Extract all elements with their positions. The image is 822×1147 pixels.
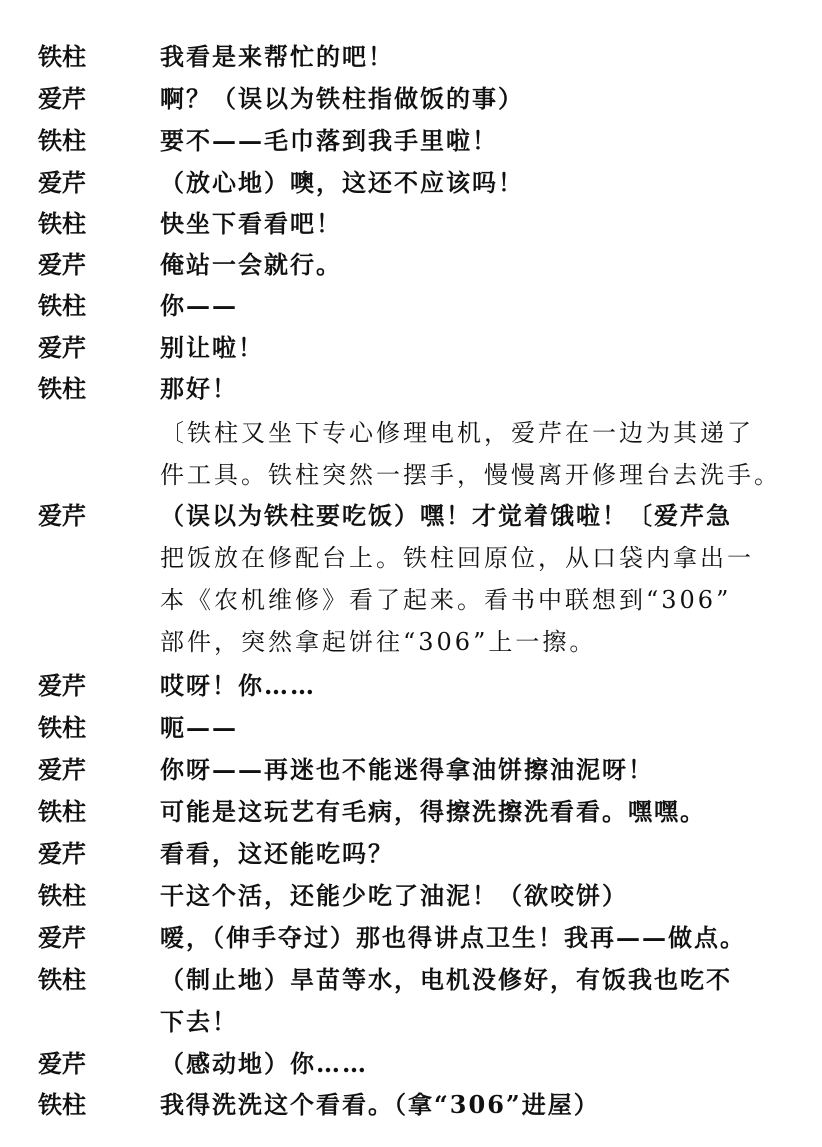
speaker-name: 铁柱 [38,126,86,155]
speaker-name: 铁柱 [38,965,86,994]
dialogue-text: 你—— [160,291,238,320]
speaker-name: 铁柱 [38,42,86,71]
dialogue-line [0,118,822,159]
stage-direction: 把饭放在修配台上。铁柱回原位，从口袋内拿出一 [160,544,754,572]
stage-direction: 部件，突然拿起饼往“306”上一擦。 [160,628,597,656]
dialogue-line [0,915,822,956]
speaker-name: 爱芹 [38,168,86,197]
dialogue-line [0,366,822,407]
dialogue-text: 哎呀！你…… [160,671,316,700]
dialogue-text: （误以为铁柱要吃饭）嘿！才觉着饿啦！〔爱芹急 [160,501,732,530]
dialogue-line [0,1082,822,1123]
dialogue-line [0,535,822,576]
dialogue-text: 可能是这玩艺有毛病，得擦洗擦洗看看。嘿嘿。 [160,797,706,826]
dialogue-line [0,452,822,493]
dialogue-text: （制止地）旱苗等水，电机没修好，有饭我也吃不 [160,965,732,994]
dialogue-line [0,283,822,324]
speaker-name: 铁柱 [38,881,86,910]
dialogue-line [0,201,822,242]
speaker-name: 爱芹 [38,839,86,868]
stage-direction: 〔铁柱又坐下专心修理电机，爱芹在一边为其递了 [160,419,754,447]
dialogue-line [0,410,822,451]
speaker-name: 爱芹 [38,671,86,700]
speaker-name: 爱芹 [38,333,86,362]
speaker-name: 铁柱 [38,209,86,238]
speaker-name: 爱芹 [38,923,86,952]
speaker-name: 铁柱 [38,713,86,742]
dialogue-line [0,160,822,201]
dialogue-line [0,831,822,872]
dialogue-text: 那好！ [160,374,238,403]
stage-direction: 本《农机维修》看了起来。看书中联想到“306” [160,586,732,614]
dialogue-text: 干这个活，还能少吃了油泥！（欲咬饼） [160,881,628,910]
speaker-name: 铁柱 [38,797,86,826]
dialogue-line [0,577,822,618]
stage-direction: 下去！ [160,1007,238,1036]
dialogue-line [0,325,822,366]
dialogue-text: 要不——毛巾落到我手里啦！ [160,126,498,155]
dialogue-text: 啊？（误以为铁柱指做饭的事） [160,84,524,113]
dialogue-line [0,957,822,998]
dialogue-line [0,1041,822,1082]
dialogue-line [0,747,822,788]
dialogue-text: （放心地）噢，这还不应该吗！ [160,168,524,197]
dialogue-line [0,493,822,534]
dialogue-line [0,34,822,75]
speaker-name: 铁柱 [38,1090,86,1119]
dialogue-text: （感动地）你…… [160,1049,368,1078]
dialogue-text: 看看，这还能吃吗？ [160,839,394,868]
dialogue-line [0,789,822,830]
dialogue-text: 别让啦！ [160,333,264,362]
dialogue-text: 俺站一会就行。 [160,250,342,279]
dialogue-text: 你呀——再迷也不能迷得拿油饼擦油泥呀！ [160,755,654,784]
stage-direction: 件工具。铁柱突然一摆手，慢慢离开修理台去洗手。 [160,461,781,489]
dialogue-text: 嗳，（伸手夺过）那也得讲点卫生！我再——做点。 [160,923,746,952]
speaker-name: 爱芹 [38,755,86,784]
speaker-name: 铁柱 [38,291,86,320]
speaker-name: 爱芹 [38,501,86,530]
dialogue-line [0,619,822,660]
dialogue-text: 我得洗洗这个看看。（拿“306”进屋） [160,1090,600,1119]
dialogue-text: 呃—— [160,713,238,742]
dialogue-line [0,999,822,1040]
dialogue-line [0,873,822,914]
dialogue-line [0,76,822,117]
speaker-name: 爱芹 [38,1049,86,1078]
speaker-name: 爱芹 [38,84,86,113]
dialogue-text: 我看是来帮忙的吧！ [160,42,394,71]
speaker-name: 爱芹 [38,250,86,279]
speaker-name: 铁柱 [38,374,86,403]
dialogue-line [0,663,822,704]
dialogue-text: 快坐下看看吧！ [160,209,342,238]
dialogue-line [0,242,822,283]
dialogue-line [0,705,822,746]
